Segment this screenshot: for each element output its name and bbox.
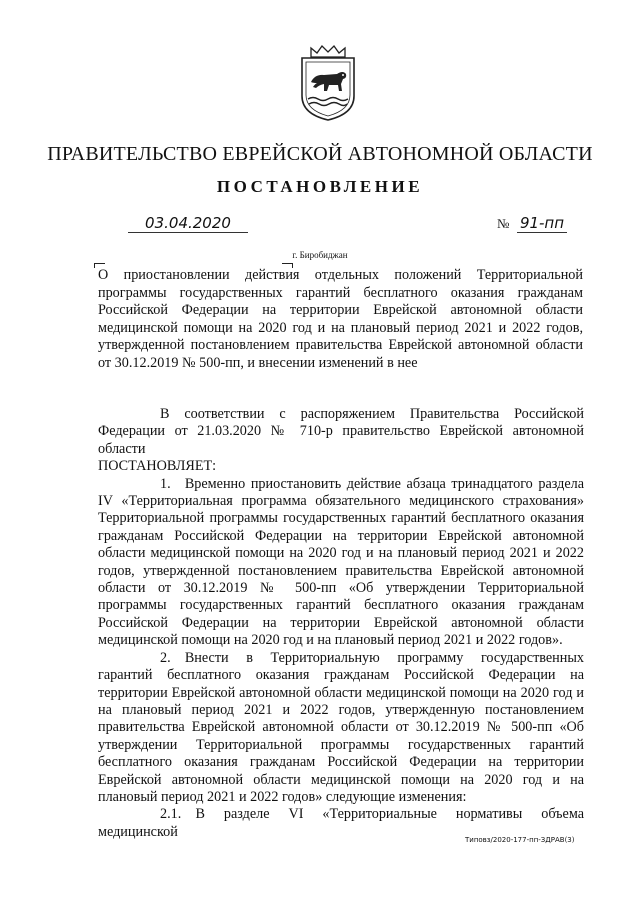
- document-heading: О приостановлении действия отдельных положений Территориальной программы государственных гарантий бесплатного оказания гражданам Российской Федерации на территории Еврейской автономной области медицинской помощи на 2020 год и на плановый период 2021 и 2022 годов, утвержденной постановлением правительства Еврейской автономной области от 30.12.2019 № 500-пп, и внесении изменений в нее: [98, 267, 583, 371]
- preamble-paragraph: В соответствии с распоряжением Правительства Российской Федерации от 21.03.2020 № 710-р правительство Еврейской автономной области: [98, 406, 584, 457]
- city-label: г. Биробиджан: [292, 250, 348, 260]
- number-sign: №: [497, 216, 510, 231]
- document-number: 91-пп: [517, 214, 567, 233]
- footer-document-code: Типовз/2020-177-пп-ЗДРАВ(3): [465, 836, 575, 844]
- emblem-shield-icon: [297, 44, 359, 122]
- resolves-label: ПОСТАНОВЛЯЕТ:: [98, 458, 217, 475]
- document-body: [98, 406, 584, 841]
- document-date: 03.04.2020: [128, 214, 248, 233]
- coat-of-arms-emblem: [297, 44, 359, 122]
- document-type-title: ПОСТАНОВЛЕНИЕ: [216, 177, 424, 196]
- government-title: ПРАВИТЕЛЬСТВО ЕВРЕЙСКОЙ АВТОНОМНОЙ ОБЛАСТИ: [47, 143, 593, 165]
- item-paragraph-1: 1. Временно приостановить действие абзаца тринадцатого раздела IV «Территориальная программа обязательного медицинского страхования» Территориальной программы государственных гарантий бесплатного оказания гражданам Российской Федерации на территории Еврейской автономной области медицинской помощи на 2020 год и на плановый период 2021 и 2022 годов, утвержденной постановлением правительства Еврейской автономной области от 30.12.2019 № 500-пп «Об утверждении Территориальной программы государственных гарантий бесплатного оказания гражданам Российской Федерации на территории Еврейской автономной области медицинской помощи на 2020 год и на плановый период 2021 и 2022 годов».: [98, 475, 584, 649]
- item-paragraph-2: 2. Внести в Территориальную программу государственных гарантий бесплатного оказания гражданам Российской Федерации на территории Еврейской автономной области медицинской помощи на 2020 год и на плановый период 2021 и 2022 годов, утвержденную постановлением правительства Еврейской автономной области от 30.12.2019 № 500-пп «Об утверждении Территориальной программы государственных гарантий бесплатного оказания гражданам Российской Федерации на территории Еврейской автономной области медицинской помощи на 2020 год и на плановый период 2021 и 2022 годов» следующие изменения:: [98, 649, 584, 805]
- item-paragraph-2-1: 2.1. В разделе VI «Территориальные нормативы объема медицинской: [98, 806, 584, 840]
